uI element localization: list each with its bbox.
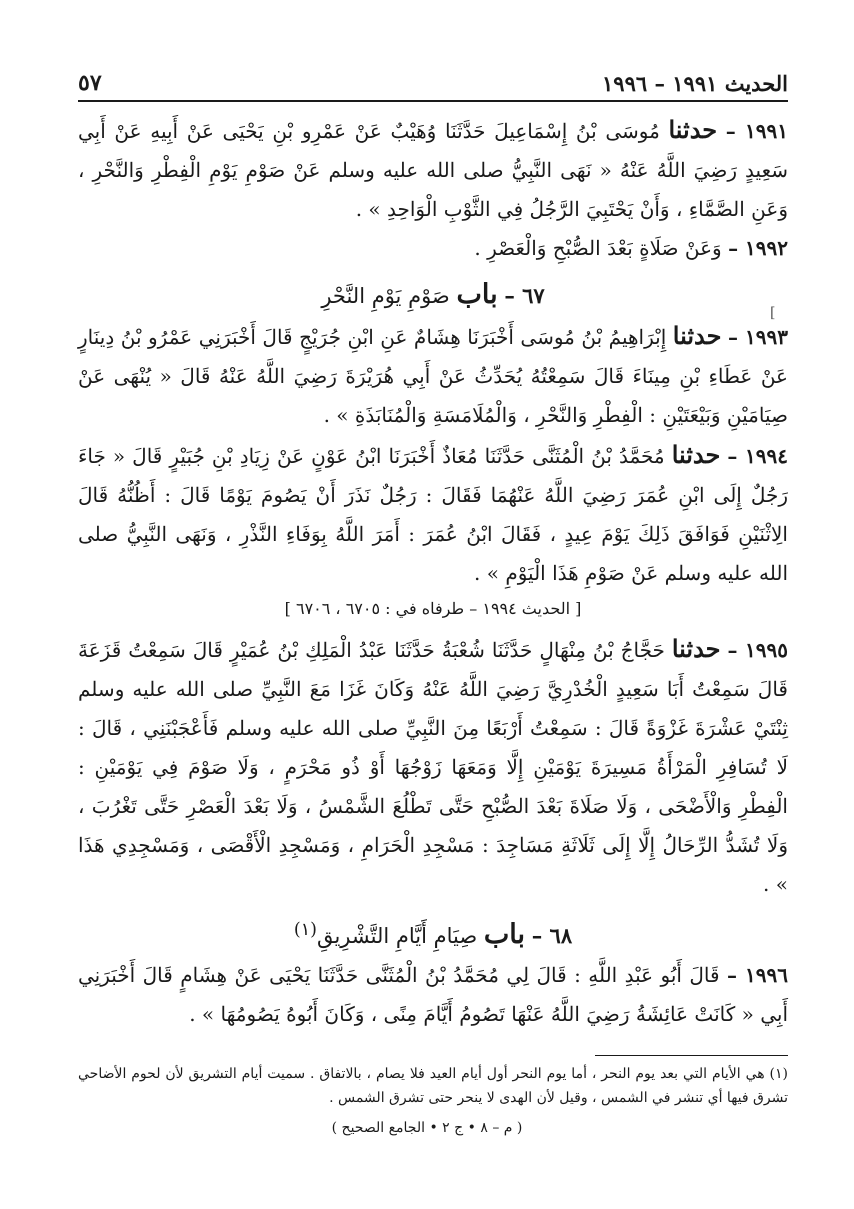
footnote: (١) هي الأيام التي بعد يوم النحر ، أما يوم النحر أول أيام العيد فلا يصام ، بالاتفاق . سميت أيام التشريق لأن لحوم الأضاحي تشرق فيها أي تنشر في الشمس ، وقيل لأن الهدى لا ينحر حتى تشرق الشمس . <box>78 1066 788 1106</box>
hadith-text: حَجَّاجُ بْنُ مِنْهَالٍ حَدَّثَنَا شُعْبَةُ حَدَّثَنَا عَبْدُ الْمَلِكِ بْنُ عُمَيْرٍ قَالَ سَمِعْتُ قَزَعَةَ قَالَ سَمِعْتُ أَبَا سَعِيدٍ الْخُدْرِيَّ رَضِيَ اللَّهُ عَنْهُ وَكَانَ غَزَا مَعَ النَّبِيِّ صلى الله عليه وسلم ثِنْتَيْ عَشْرَةَ غَزْوَةً قَالَ : سَمِعْتُ أَرْبَعًا مِنَ النَّبِيِّ صلى الله عليه وسلم فَأَعْجَبْنَنِي ، قَالَ : لَا تُسَافِرِ الْمَرْأَةُ مَسِيرَةَ يَوْمَيْنِ إِلَّا وَمَعَهَا زَوْجُهَا أَوْ ذُو مَحْرَمٍ ، وَلَا صَوْمَ فِي يَوْمَيْنِ : الْفِطْرِ وَالْأَضْحَى ، وَلَا صَلَاةَ بَعْدَ الصُّبْحِ حَتَّى تَطْلُعَ الشَّمْسُ ، وَلَا بَعْدَ الْعَصْرِ حَتَّى تَغْرُبَ ، وَلَا تُشَدُّ الرِّحَالُ إِلَّا إِلَى ثَلَاثَةِ مَسَاجِدَ : مَسْجِدِ الْحَرَامِ ، وَمَسْجِدِ الْأَقْصَى ، وَمَسْجِدِي هَذَا » . <box>78 638 788 896</box>
hadith-text: إِبْرَاهِيمُ بْنُ مُوسَى أَخْبَرَنَا هِشَامٌ عَنِ ابْنِ جُرَيْجٍ قَالَ أَخْبَرَنِي عَمْرُو بْنُ دِينَارٍ عَنْ عَطَاءِ بْنِ مِينَاءَ قَالَ سَمِعْتُهُ يُحَدِّثُ عَنْ أَبِي هُرَيْرَةَ رَضِيَ اللَّهُ عَنْهُ قَالَ « يُنْهَى عَنْ صِيَامَيْنِ وَبَيْعَتَيْنِ : الْفِطْرِ وَالنَّحْرِ ، وَالْمُلَامَسَةِ وَالْمُنَابَذَةِ » . <box>78 325 788 427</box>
hadith-1994 <box>78 435 788 593</box>
hadith-1992 <box>78 229 788 268</box>
chapter-title: صَوْمِ يَوْمِ النَّحْرِ <box>321 284 450 308</box>
hadith-number: ١٩٩٢ – <box>728 236 788 260</box>
hadith-cross-reference: [ الحديث ١٩٩٤ – طرفاه في : ٦٧٠٥ ، ٦٧٠٦ ] <box>284 599 582 618</box>
hadith-text: وَعَنْ صَلَاةٍ بَعْدَ الصُّبْحِ وَالْعَصْرِ . <box>474 236 722 260</box>
hadith-1995 <box>78 629 788 904</box>
hadith-text: مُحَمَّدُ بْنُ الْمُثَنَّى حَدَّثَنَا مُعَاذٌ أَخْبَرَنَا ابْنُ عَوْنٍ عَنْ زِيَادِ بْنِ جُبَيْرٍ قَالَ « جَاءَ رَجُلٌ إِلَى ابْنِ عُمَرَ رَضِيَ اللَّهُ عَنْهُمَا فَقَالَ : رَجُلٌ نَذَرَ أَنْ يَصُومَ يَوْمًا قَالَ : أَظُنُّهُ قَالَ الِاثْنَيْنِ فَوَافَقَ ذَلِكَ يَوْمَ عِيدٍ ، فَقَالَ ابْنُ عُمَرَ : أَمَرَ اللَّهُ بِوَفَاءِ النَّذْرِ ، وَنَهَى النَّبِيُّ صلى الله عليه وسلم عَنْ صَوْمِ هَذَا الْيَوْمِ » . <box>78 444 788 585</box>
hadith-number: ١٩٩٦ – <box>727 963 789 987</box>
running-title: الحديث ١٩٩١ – ١٩٩٦ <box>602 71 788 96</box>
signature-line: ( م – ٨ • ج ٢ • الجامع الصحيح ) <box>331 1120 523 1136</box>
hadith-text: قَالَ أَبُو عَبْدِ اللَّهِ : قَالَ لِي مُحَمَّدُ بْنُ الْمُثَنَّى حَدَّثَنَا يَحْيَى عَنْ هِشَامٍ قَالَ أَخْبَرَنِي أَبِي « كَانَتْ عَائِشَةُ رَضِيَ اللَّهُ عَنْهَا تَصُومُ أَيَّامَ مِنًى ، وَكَانَ أَبُوهُ يَصُومُهَا » . <box>78 963 788 1026</box>
hadith-1991 <box>78 110 788 229</box>
hadith-number: ١٩٩٣ – <box>727 325 789 349</box>
chapter-number: ٦٧ – <box>504 283 545 308</box>
hadith-number: ١٩٩٥ – <box>727 638 788 662</box>
page-header <box>78 60 788 102</box>
margin-mark: [ <box>770 305 776 321</box>
hadith-1996 <box>78 956 788 1034</box>
hadith-number: ١٩٩٤ – <box>727 444 788 468</box>
hadith-number: ١٩٩١ – <box>725 119 789 143</box>
chapter-title: صِيَامِ أَيَّامِ التَّشْرِيقِ <box>316 924 478 948</box>
haddathana-word: حدثنا <box>671 634 721 663</box>
bab-word: باب <box>456 279 498 310</box>
haddathana-word: حدثنا <box>668 115 718 144</box>
haddathana-word: حدثنا <box>671 440 721 469</box>
haddathana-word: حدثنا <box>672 321 722 350</box>
chapter-number: ٦٨ – <box>531 923 573 948</box>
hadith-text: مُوسَى بْنُ إِسْمَاعِيلَ حَدَّثَنَا وُهَيْبٌ عَنْ عَمْرِو بْنِ يَحْيَى عَنْ أَبِيهِ عَنْ أَبِي سَعِيدٍ رَضِيَ اللَّهُ عَنْهُ « نَهَى النَّبِيُّ صلى الله عليه وسلم عَنْ صَوْمِ يَوْمِ الْفِطْرِ وَالنَّحْرِ ، وَعَنِ الصَّمَّاءِ ، وَأَنْ يَحْتَبِيَ الرَّجُلُ فِي الثَّوْبِ الْوَاحِدِ » . <box>78 119 788 221</box>
footnote-divider <box>595 1055 788 1056</box>
bab-word: باب <box>483 919 526 950</box>
chapter-heading-67 <box>78 275 788 316</box>
main-text <box>78 110 788 1034</box>
chapter-heading-68 <box>78 911 788 956</box>
hadith-1993 <box>78 316 788 435</box>
footnote-marker: (١) <box>293 920 317 940</box>
page-number: ٥٧ <box>78 70 102 96</box>
